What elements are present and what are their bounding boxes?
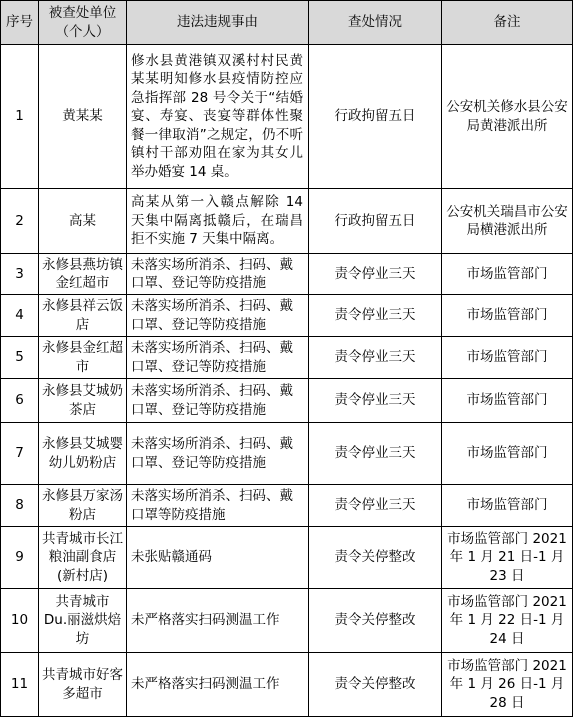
cell-note: 市场监管部门 [442,295,573,337]
cell-reason: 未张贴赣通码 [127,527,309,589]
cell-result: 行政拘留五日 [309,45,442,189]
cell-note: 公安机关修水县公安局黄港派出所 [442,45,573,189]
cell-unit: 共青城市好客多超市 [39,653,127,717]
cell-unit: 永修县万家汤粉店 [39,485,127,527]
cell-result: 责令停业三天 [309,337,442,379]
table-row [1,254,573,295]
cell-seq: 5 [1,337,39,379]
table-row [1,653,573,717]
header-seq: 序号 [1,1,39,45]
cell-result: 责令停业三天 [309,295,442,337]
cell-seq: 8 [1,485,39,527]
cell-result: 责令关停整改 [309,589,442,653]
header-unit: 被查处单位（个人） [39,1,127,45]
cell-note: 公安机关瑞昌市公安局横港派出所 [442,189,573,254]
cell-unit: 永修县祥云饭店 [39,295,127,337]
cell-result: 责令停业三天 [309,254,442,295]
cell-note: 市场监管部门 [442,423,573,485]
cell-reason: 未落实场所消杀、扫码、戴口罩等防疫措施 [127,485,309,527]
cell-unit: 共青城市长江粮油副食店(新村店) [39,527,127,589]
header-result: 查处情况 [309,1,442,45]
cell-unit: 永修县艾城婴幼儿奶粉店 [39,423,127,485]
cell-note: 市场监管部门 [442,337,573,379]
cell-note: 市场监管部门 [442,254,573,295]
cell-reason: 高某从第一入赣点解除 14 天集中隔离抵赣后，在瑞昌拒不实施 7 天集中隔离。 [127,189,309,254]
cell-result: 责令关停整改 [309,527,442,589]
cell-seq: 6 [1,379,39,423]
table-row [1,189,573,254]
header-reason: 违法违规事由 [127,1,309,45]
cell-reason: 未落实场所消杀、扫码、戴口罩、登记等防疫措施 [127,379,309,423]
cell-result: 责令关停整改 [309,653,442,717]
cell-seq: 4 [1,295,39,337]
cell-seq: 7 [1,423,39,485]
cell-seq: 11 [1,653,39,717]
cell-result: 责令停业三天 [309,379,442,423]
table-row [1,485,573,527]
table-row [1,589,573,653]
cell-unit: 永修县艾城奶茶店 [39,379,127,423]
cell-unit: 高某 [39,189,127,254]
table-row [1,423,573,485]
cell-seq: 3 [1,254,39,295]
cell-seq: 10 [1,589,39,653]
cell-seq: 1 [1,45,39,189]
table-row [1,527,573,589]
cell-result: 行政拘留五日 [309,189,442,254]
cell-note: 市场监管部门 2021 年 1 月 21 日-1 月 23 日 [442,527,573,589]
header-note: 备注 [442,1,573,45]
cell-unit: 永修县燕坊镇金红超市 [39,254,127,295]
cell-seq: 2 [1,189,39,254]
cell-unit: 黄某某 [39,45,127,189]
cell-reason: 未严格落实扫码测温工作 [127,653,309,717]
cell-reason: 修水县黄港镇双溪村村民黄某某明知修水县疫情防控应急指挥部 28 号令关于“结婚宴、寿宴、丧宴等群体性聚餐一律取消”之规定，仍不听镇村干部劝阻在家为其女儿举办婚宴 14 桌。 [127,45,309,189]
cell-reason: 未落实场所消杀、扫码、戴口罩、登记等防疫措施 [127,295,309,337]
cell-reason: 未落实场所消杀、扫码、戴口罩、登记等防疫措施 [127,254,309,295]
cell-note: 市场监管部门 2021 年 1 月 22 日-1 月 24 日 [442,589,573,653]
cell-note: 市场监管部门 2021 年 1 月 26 日-1 月 28 日 [442,653,573,717]
cell-note: 市场监管部门 [442,379,573,423]
cell-seq: 9 [1,527,39,589]
table-row [1,337,573,379]
cell-result: 责令停业三天 [309,423,442,485]
cell-unit: 永修县金红超市 [39,337,127,379]
table-header-row [1,1,573,45]
cell-unit: 共青城市 Du.丽滋烘焙坊 [39,589,127,653]
cell-result: 责令停业三天 [309,485,442,527]
table-row [1,45,573,189]
cell-reason: 未落实场所消杀、扫码、戴口罩、登记等防疫措施 [127,423,309,485]
table-row [1,379,573,423]
cell-note: 市场监管部门 [442,485,573,527]
cell-reason: 未落实场所消杀、扫码、戴口罩、登记等防疫措施 [127,337,309,379]
cell-reason: 未严格落实扫码测温工作 [127,589,309,653]
table-row [1,295,573,337]
